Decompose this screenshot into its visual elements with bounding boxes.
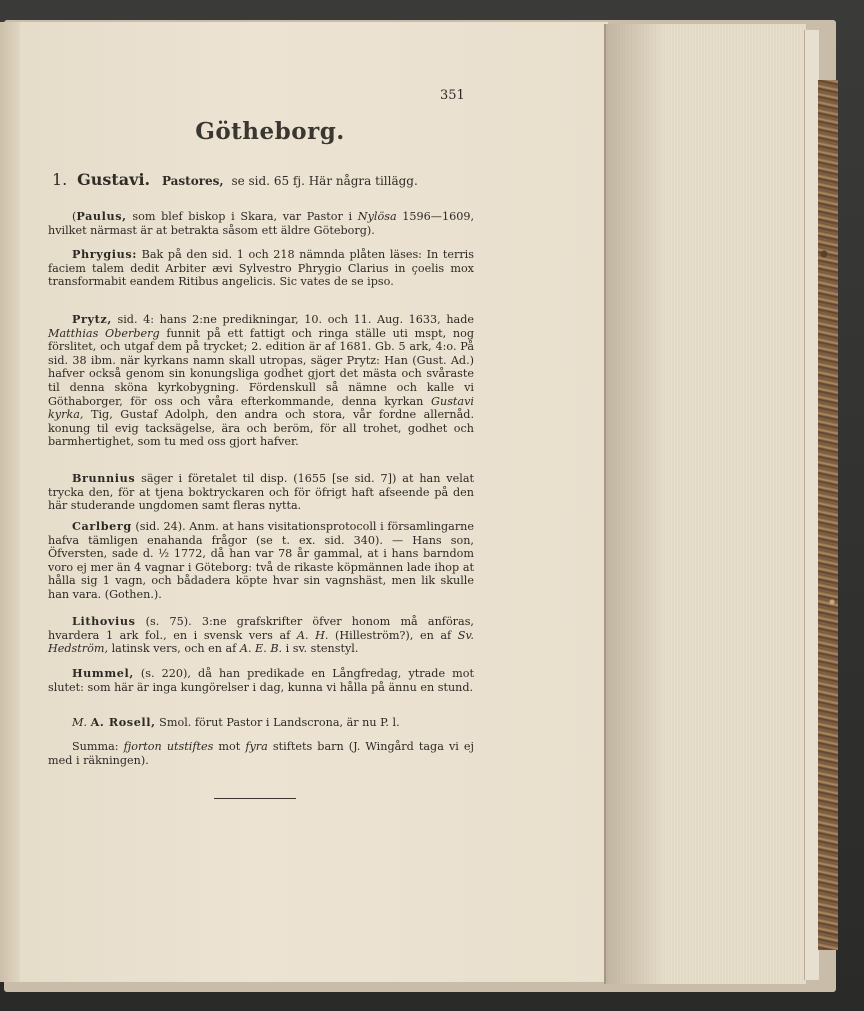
italic-text: A. E. B. [239, 642, 283, 656]
text: 1596—1609, hvilket närmast är at betrakta såsom ett äldre Göteborg). [48, 210, 474, 237]
keyword: Brunnius [72, 471, 136, 485]
keyword: Prytz, [72, 312, 112, 326]
text: stiftets barn (J. Wingård taga vi ej med i räkningen). [48, 740, 475, 767]
paragraph-lithovius [48, 615, 474, 656]
back-board [804, 30, 819, 980]
paragraph-prytz [48, 313, 474, 449]
italic-text: Nylösa [357, 210, 397, 223]
text: (s. 220), då han predikade en Långfredag, ytrade mot slutet: som här är inga kungörelser i dag, kunna vi hålla på ännu en stund. [48, 667, 474, 694]
italic-text: Matthias Oberberg [48, 326, 160, 340]
closing-rule [214, 798, 296, 799]
text: funnit på ett fattigt och ringa ställe uti mspt, nog förslitet, och utgaf dem på trycket; 2. edition är af 1681. Gb. 5 ark, 4:o. På sid. 38 ibm. när kyrkans namn skall utropas, säger Prytz: Han (Gust. Ad.) hafver också genom sin konungsliga godhet gjort det mästa och svåraste til denna sköna kyrkobygning. Fördenskull så nämne och kalle vi Göthaborger, för oss och våra efterkommande, denna kyrkan [48, 326, 475, 408]
text: (sid. 24). Anm. at hans visitationsprotocoll i församlingarne hafva tämligen enahanda frågor (se t. ex. sid. 340). — Hans son, Öfversten, sade d. ½ 1772, då han var 78 år gammal, at i hans barndom voro ej mer än 4 vagnar i Göteborg: två de rikaste köpmännen lade ihop at hålla sig 1 vagn, och bådadera köpte hvar sin vagnshäst, men lik skulle han vara. (Gothen.). [48, 520, 474, 601]
paren: ( [72, 210, 77, 223]
gutter-shadow [604, 24, 664, 984]
text: (Hilleström?), en af [328, 628, 458, 642]
paragraph-phrygius [48, 248, 474, 289]
paragraph-summa [48, 740, 474, 767]
paragraph-brunnius [48, 472, 474, 513]
keyword: Hummel, [72, 666, 134, 680]
previous-page-edge [0, 22, 22, 982]
keyword: Carlberg [72, 519, 132, 533]
paragraph-paulus [48, 210, 474, 237]
keyword: Lithovius [72, 614, 136, 628]
italic-text: M. [72, 716, 88, 729]
paragraph-hummel [48, 667, 474, 694]
section-role: Pastores, [161, 174, 224, 188]
keyword: A. Rosell, [90, 715, 156, 729]
italic-text: Gustavi kyrka, [48, 394, 474, 422]
keyword: Paulus, [76, 209, 127, 223]
text: Smol. förut Pastor i Landscrona, är nu P. l. [155, 716, 400, 729]
italic-text: fjorton utstiftes [123, 740, 214, 753]
italic-text: A. H. [296, 628, 329, 642]
text: latinsk vers, och en af [108, 642, 240, 656]
text: sid. 4: hans 2:ne predikningar, 10. och 11. Aug. 1633, hade [111, 313, 474, 326]
keyword: Phrygius: [72, 247, 137, 261]
italic-text: Sv. Hedström, [48, 628, 474, 656]
text: Tig, Gustaf Adolph, den andra och stora, vår fordne allernåd. konung til evig tacksägelse, ära och beröm, för all trohet, godhet och barmhertighet, som tu med oss gjort hafver. [48, 408, 474, 449]
text: Bak på den sid. 1 och 218 nämnda plåten läses: In terris faciem talem dedit Arbiter ævi Sylvestro Phrygio Clarius in çoelis mox transformabit eandem Ritibus angelicis. Sic vates de se ipso. [48, 248, 474, 289]
section-header [52, 170, 472, 189]
text: som blef biskop i Skara, var Pastor i [126, 210, 358, 223]
text: mot [213, 740, 246, 753]
page-title: Götheborg. [195, 118, 345, 145]
text: Summa: [72, 740, 124, 753]
text: i sv. stenstyl. [282, 642, 359, 656]
section-number: 1. [52, 170, 68, 189]
section-note: se sid. 65 fj. Här några tillägg. [231, 174, 418, 188]
section-name: Gustavi. [77, 170, 151, 189]
page-number: 351 [440, 88, 465, 103]
paragraph-carlberg [48, 520, 474, 602]
text: (s. 75). 3:ne grafskrifter öfver honom må anföras, hvardera 1 ark fol., en i svensk vers af [48, 615, 474, 642]
paragraph-rosell [48, 716, 474, 730]
marbled-spine [818, 80, 838, 950]
text: säger i företalet til disp. (1655 [se sid. 7]) at han velat trycka den, för at tjena boktryckaren och för öfrigt haft afseende på den här studerande ungdomen samt fleras nytta. [48, 472, 474, 513]
italic-text: fyra [245, 740, 268, 753]
